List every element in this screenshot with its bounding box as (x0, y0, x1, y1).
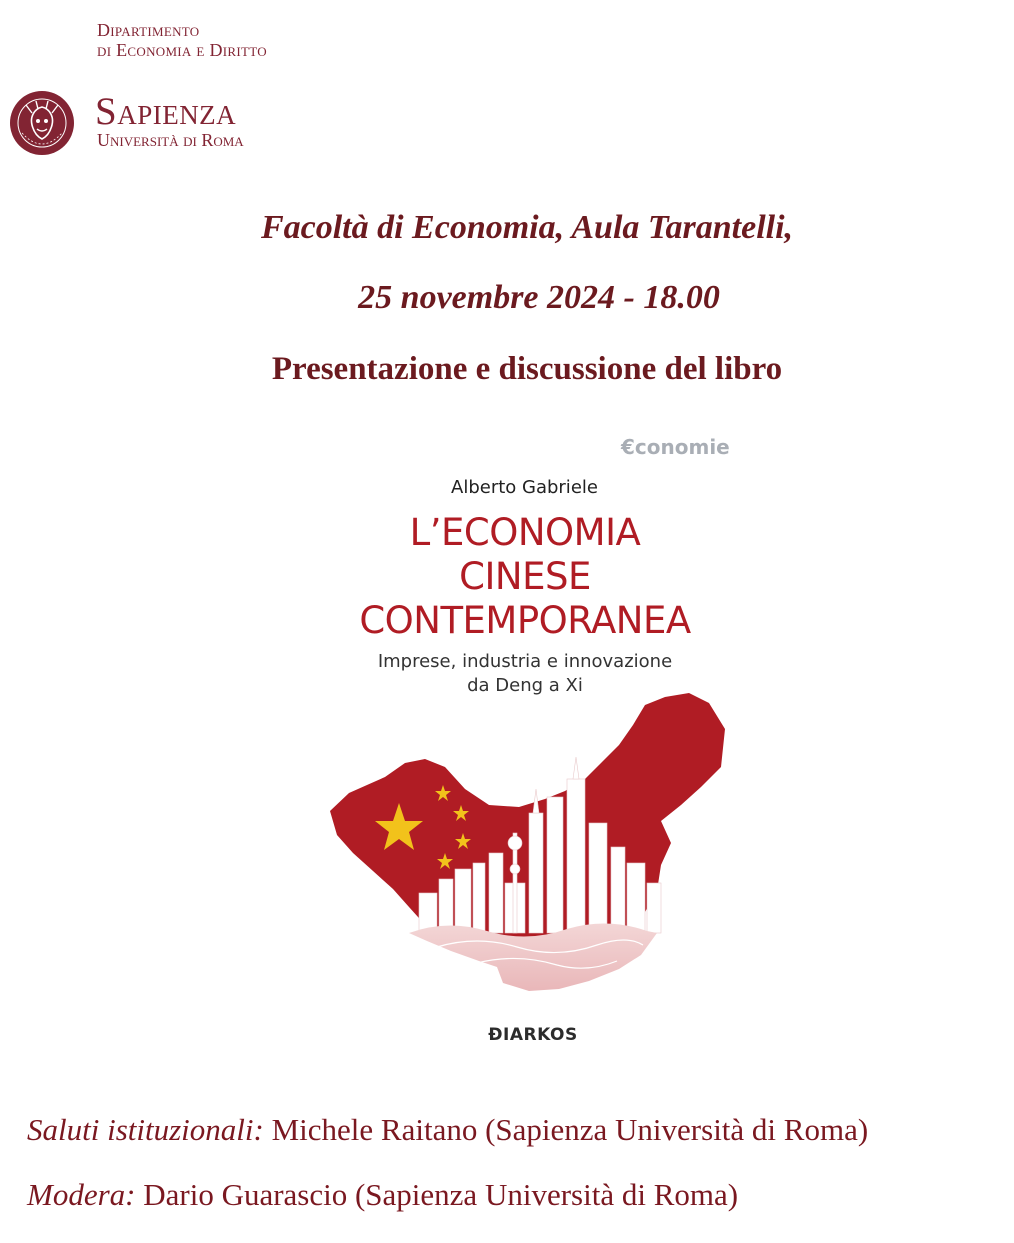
book-cover (305, 425, 745, 1060)
book-title (305, 511, 745, 643)
sapienza-seal-logo (8, 87, 76, 159)
department-line-2: di Economia e Diritto (97, 40, 267, 60)
book-subtitle (305, 650, 745, 698)
book-author: Alberto Gabriele (451, 477, 598, 498)
credit-role: Modera: (27, 1177, 136, 1212)
book-subtitle-line: Imprese, industria e innovazione (377, 651, 673, 672)
university-subtitle: Università di Roma (97, 130, 244, 150)
credit-person: Dario Guarascio (Sapienza Università di Roma) (135, 1177, 739, 1212)
credit-person: Michele Raitano (Sapienza Università di Roma) (263, 1112, 869, 1147)
university-name: Sapienza (95, 90, 237, 133)
book-subtitle-line: da Deng a Xi (467, 675, 583, 696)
event-datetime: 25 novembre 2024 - 18.00 (358, 279, 720, 316)
event-heading: Presentazione e discussione del libro (271, 351, 783, 387)
book-title-line: CINESE (459, 555, 591, 598)
event-venue: Facoltà di Economia, Aula Tarantelli, (260, 209, 794, 246)
book-title-line: L’ECONOMIA (409, 511, 641, 554)
china-map-illustration (327, 693, 727, 993)
department-line-1: Dipartimento (97, 20, 200, 40)
page-header (0, 0, 1014, 180)
university-wordmark (95, 90, 244, 150)
credit-moderator (27, 1177, 738, 1213)
book-series: €conomie (621, 435, 730, 459)
credit-institutional-greetings (27, 1112, 868, 1148)
credit-role: Saluti istituzionali: (27, 1112, 264, 1147)
book-publisher: ÐIARKOS (488, 1025, 578, 1045)
book-title-line: CONTEMPORANEA (359, 599, 691, 642)
department-name (97, 20, 267, 60)
